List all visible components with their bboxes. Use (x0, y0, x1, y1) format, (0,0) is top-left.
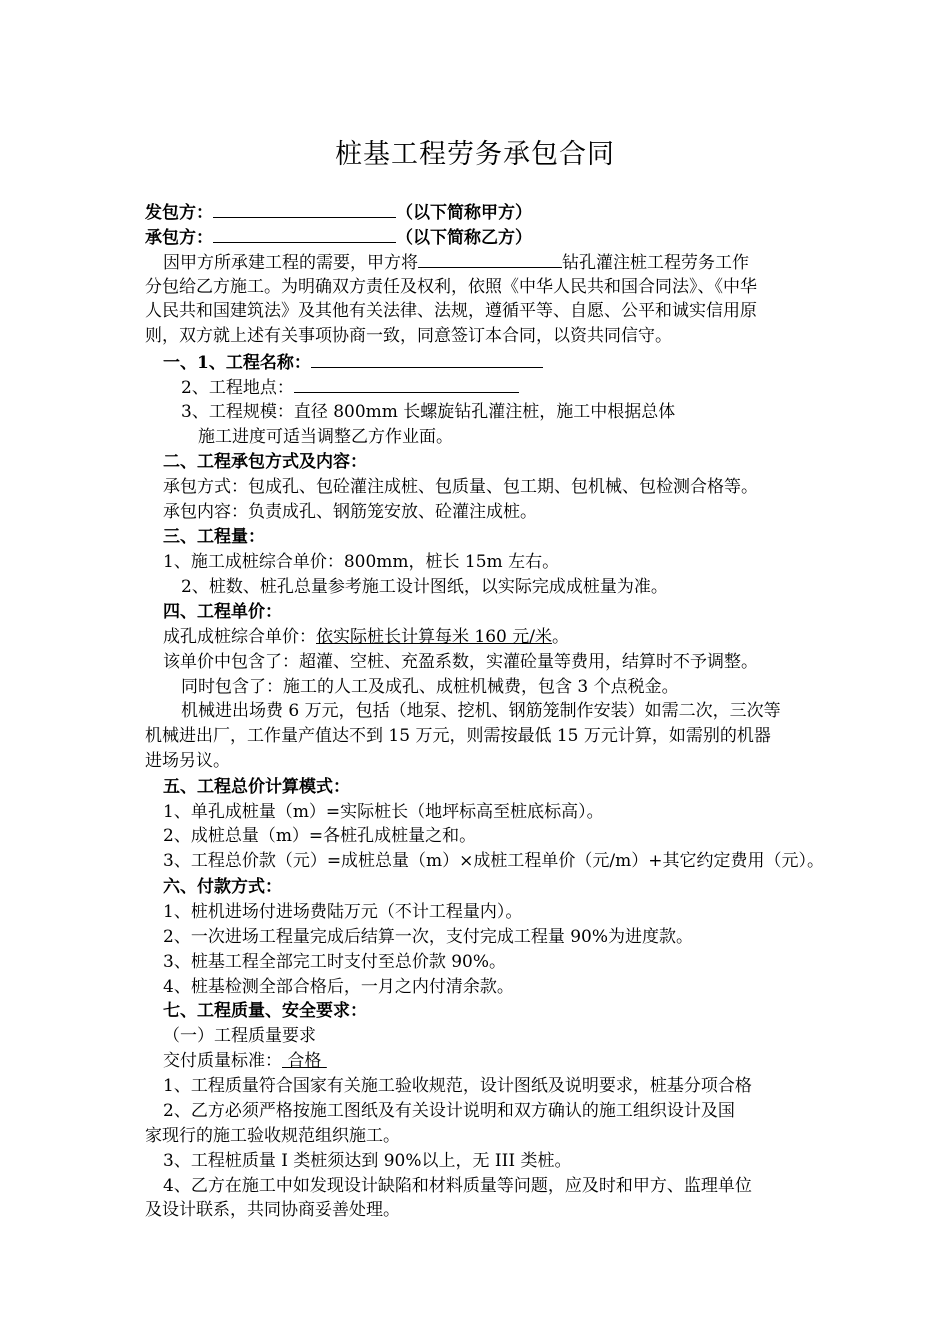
section-5-heading: 五、工程总价计算模式： (163, 777, 350, 797)
section-6-heading: 六、付款方式： (163, 877, 282, 897)
party-b-line (145, 225, 532, 249)
project-scale-line: 3、工程规模：直径 800mm 长螺旋钻孔灌注桩，施工中根据总体 (181, 402, 676, 422)
quality-item-2: 2、乙方必须严格按施工图纸及有关设计说明和双方确认的施工组织设计及国 (163, 1101, 735, 1121)
unit-price-line (163, 625, 569, 649)
quality-standard-label: 交付质量标准： (163, 1051, 282, 1071)
section-1-heading (163, 350, 543, 374)
quantity-item-1: 1、施工成桩综合单价：800mm，桩长 15m 左右。 (163, 552, 560, 572)
quality-subheading: （一）工程质量要求 (163, 1026, 316, 1046)
unit-price-label: 成孔成桩综合单价： (163, 627, 316, 647)
intro-line-3: 人民共和国建筑法》及其他有关法律、法规，遵循平等、自愿、公平和诚实信用原 (145, 301, 757, 321)
project-location-blank[interactable] (294, 375, 519, 393)
project-scale-line-2: 施工进度可适当调整乙方作业面。 (198, 427, 453, 447)
section-3-heading: 三、工程量： (163, 527, 265, 547)
intro-line-4: 则，双方就上述有关事项协商一致，同意签订本合同，以资共同信守。 (145, 326, 672, 346)
intro-line-1 (163, 250, 749, 274)
intro-text: 钻孔灌注桩工程劳务工作 (562, 253, 749, 273)
quality-standard-value: 合格 (282, 1051, 327, 1071)
quality-standard-line (163, 1049, 327, 1073)
machine-fee-line-2: 机械进出厂，工作量产值达不到 15 万元，则需按最低 15 万元计算，如需别的机器 (145, 726, 771, 746)
project-location-line (181, 375, 519, 399)
payment-item-2: 2、一次进场工程量完成后结算一次，支付完成工程量 90%为进度款。 (163, 927, 694, 947)
machine-fee-line-3: 进场另议。 (145, 751, 230, 771)
party-a-label: 发包方： (145, 203, 213, 223)
section-2-heading: 二、工程承包方式及内容： (163, 452, 367, 472)
section-heading-text: 一、1、工程名称： (163, 353, 311, 373)
contract-mode: 承包方式：包成孔、包砼灌注成桩、包质量、包工期、包机械、包检测合格等。 (163, 477, 758, 497)
intro-line-2: 分包给乙方施工。为明确双方责任及权利，依照《中华人民共和国合同法》、《中华 (145, 277, 757, 297)
party-b-suffix: （以下简称乙方） (396, 228, 532, 248)
item-text: 2、工程地点： (181, 378, 294, 398)
page-title: 桩基工程劳务承包合同 (335, 139, 615, 170)
quality-item-3: 3、工程桩质量 I 类桩须达到 90%以上，无 III 类桩。 (163, 1151, 572, 1171)
party-a-suffix: （以下简称甲方） (396, 203, 532, 223)
calc-item-2: 2、成桩总量（m）=各桩孔成桩量之和。 (163, 826, 477, 846)
party-b-label: 承包方： (145, 228, 213, 248)
project-name-blank[interactable] (311, 350, 543, 368)
project-blank[interactable] (418, 250, 562, 268)
party-a-line (145, 200, 532, 224)
quantity-item-2: 2、桩数、桩孔总量参考施工设计图纸，以实际完成成桩量为准。 (181, 577, 668, 597)
calc-item-3: 3、工程总价款（元）=成桩总量（m）×成桩工程单价（元/m）+其它约定费用（元）。 (163, 851, 825, 871)
machine-fee-line-1: 机械进出场费 6 万元，包括（地泵、挖机、钢筋笼制作安装）如需二次，三次等 (181, 701, 781, 721)
payment-item-4: 4、桩基检测全部合格后，一月之内付清余款。 (163, 977, 514, 997)
section-4-heading: 四、工程单价： (163, 602, 282, 622)
contract-content: 承包内容：负责成孔、钢筋笼安放、砼灌注成桩。 (163, 502, 537, 522)
party-b-blank[interactable] (213, 225, 396, 243)
quality-item-4-cont: 及设计联系，共同协商妥善处理。 (145, 1200, 400, 1220)
intro-text: 因甲方所承建工程的需要，甲方将 (163, 253, 418, 273)
party-a-blank[interactable] (213, 200, 396, 218)
quality-item-2-cont: 家现行的施工验收规范组织施工。 (145, 1126, 400, 1146)
calc-item-1: 1、单孔成桩量（m）=实际桩长（地坪标高至桩底标高）。 (163, 802, 604, 822)
payment-item-3: 3、桩基工程全部完工时支付至总价款 90%。 (163, 952, 507, 972)
quality-item-1: 1、工程质量符合国家有关施工验收规范，设计图纸及说明要求，桩基分项合格 (163, 1076, 752, 1096)
section-7-heading: 七、工程质量、安全要求： (163, 1001, 367, 1021)
price-includes-2: 同时包含了：施工的人工及成孔、成桩机械费，包含 3 个点税金。 (181, 677, 679, 697)
unit-price-value: 依实际桩长计算每米 160 元/米 (316, 627, 552, 647)
price-includes-1: 该单价中包含了：超灌、空桩、充盈系数，实灌砼量等费用，结算时不予调整。 (163, 652, 758, 672)
unit-price-end: 。 (551, 627, 569, 647)
payment-item-1: 1、桩机进场付进场费陆万元（不计工程量内）。 (163, 902, 523, 922)
quality-item-4: 4、乙方在施工中如发现设计缺陷和材料质量等问题，应及时和甲方、监理单位 (163, 1176, 752, 1196)
